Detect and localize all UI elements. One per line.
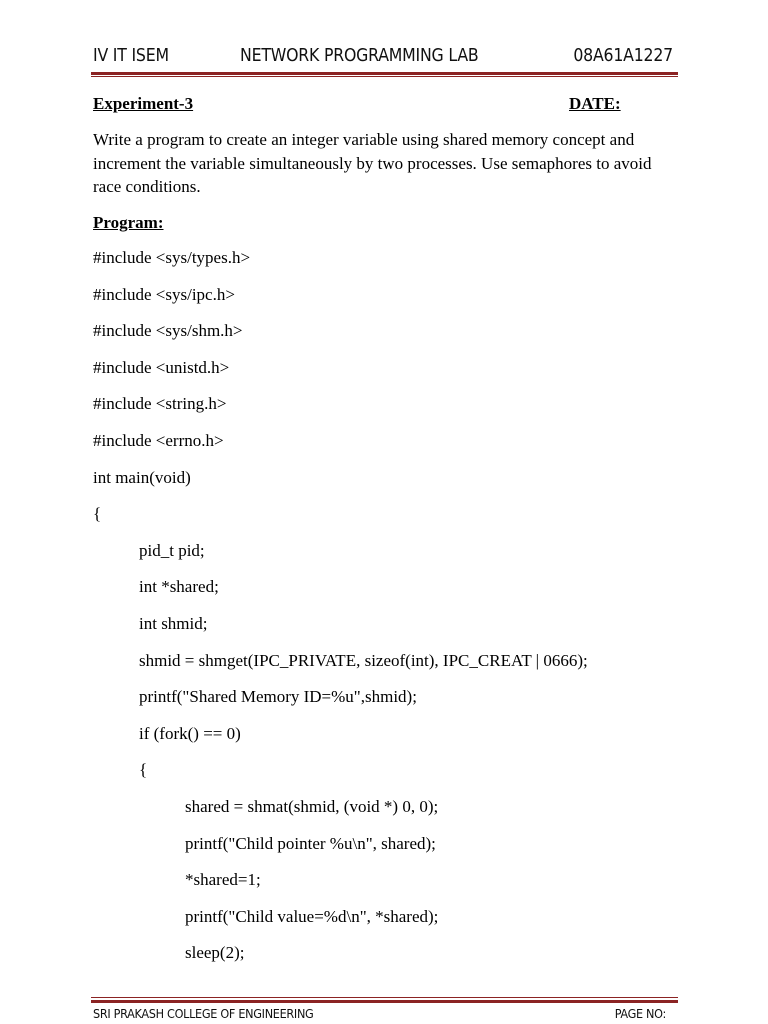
aim-paragraph: Write a program to create an integer variable using shared memory concept and increment the variable simultaneously by two processes. Use semaphores to avoid race conditions.: [93, 130, 652, 196]
code-line: shared = shmat(shmid, (void *) 0, 0);: [185, 796, 439, 816]
page-content: [93, 92, 683, 978]
code-line: #include <string.h>: [93, 394, 227, 414]
experiment-row: [93, 92, 683, 116]
header-roll-number: 08A61A1227: [573, 46, 673, 66]
code-line: int shmid;: [139, 613, 208, 633]
code-line: #include <sys/ipc.h>: [93, 284, 235, 304]
code-block: [93, 246, 683, 978]
code-line: int main(void): [93, 467, 191, 487]
code-line: #include <errno.h>: [93, 430, 224, 450]
page-header: [93, 46, 677, 70]
code-line: printf("Child value=%d\n", *shared);: [185, 906, 439, 926]
header-course: NETWORK PROGRAMMING LAB: [240, 46, 479, 66]
code-line: printf("Shared Memory ID=%u",shmid);: [139, 687, 417, 707]
code-line: #include <sys/shm.h>: [93, 321, 243, 341]
page-footer: [93, 1006, 666, 1022]
code-line: if (fork() == 0): [139, 723, 241, 743]
code-line: {: [139, 760, 148, 780]
code-line: int *shared;: [139, 577, 219, 597]
header-semester: IV IT ISEM: [93, 46, 169, 66]
footer-page-number-label: PAGE NO:: [614, 1006, 666, 1021]
program-heading: Program:: [93, 212, 164, 232]
code-line: #include <sys/types.h>: [93, 248, 251, 267]
header-rule-thick: [91, 72, 678, 75]
footer-rule-thick: [91, 1000, 678, 1003]
footer-college-name: SRI PRAKASH COLLEGE OF ENGINEERING: [93, 1006, 314, 1021]
code-line: shmid = shmget(IPC_PRIVATE, sizeof(int), IPC_CREAT | 0666);: [139, 650, 588, 670]
code-line: sleep(2);: [185, 943, 245, 963]
date-label: DATE:: [569, 94, 621, 113]
footer-rule-thin: [91, 997, 678, 998]
code-line: #include <unistd.h>: [93, 357, 230, 377]
code-line: pid_t pid;: [139, 540, 205, 560]
code-line: {: [93, 504, 102, 524]
code-line: *shared=1;: [185, 870, 261, 890]
code-line: printf("Child pointer %u\n", shared);: [185, 833, 436, 853]
header-rule-thin: [91, 76, 678, 77]
experiment-title: Experiment-3: [93, 94, 194, 113]
